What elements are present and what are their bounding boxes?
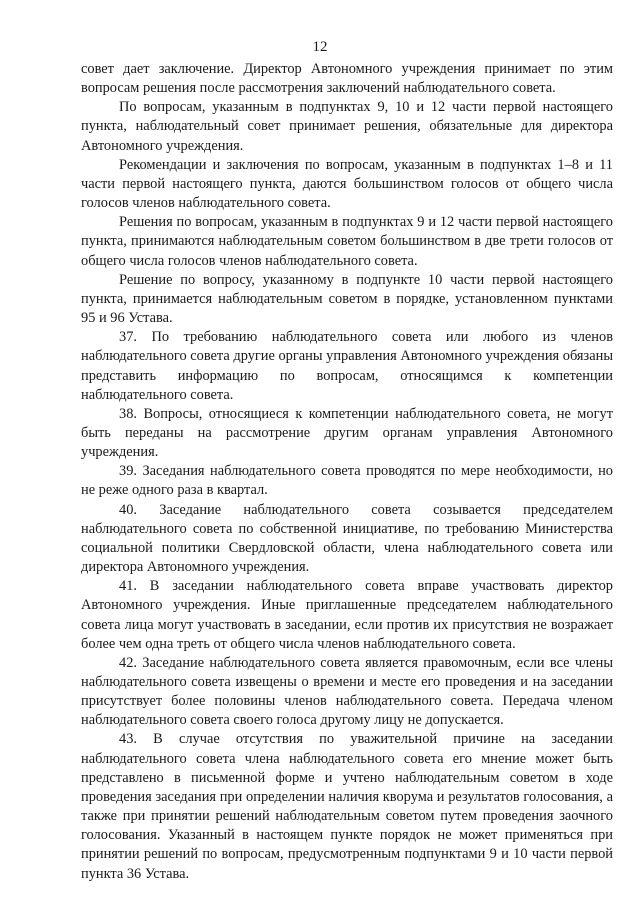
- paragraph-item-41: 41. В заседании наблюдательного совета вправе участвовать директор Автономного учреждения. Иные приглашенные председателем наблюдательного совета лица могут участвовать в заседании, если против их присутствия не возражает более чем одна треть от общего числа членов наблюдательного совета.: [81, 578, 613, 652]
- paragraph-binding-decisions: По вопросам, указанным в подпунктах 9, 10 и 12 части первой настоящего пункта, наблюдательный совет принимает решения, обязательные для директора Автономного учреждения.: [81, 99, 613, 154]
- document-body: [81, 60, 613, 884]
- paragraph-two-thirds-decisions: Решения по вопросам, указанным в подпунктах 9 и 12 части первой настоящего пункта, принимаются наблюдательным советом большинством в две трети голосов от общего числа голосов членов наблюдательного совета.: [81, 214, 613, 269]
- paragraph-item-37: 37. По требованию наблюдательного совета или любого из членов наблюдательного совета другие органы управления Автономного учреждения обязаны представить информацию по вопросам, относящимся к компетенции наблюдательного совета.: [81, 329, 613, 403]
- paragraph-subitem-10-procedure: Решение по вопросу, указанному в подпункте 10 части первой настоящего пункта, принимается наблюдательным советом в порядке, установленном пунктами 95 и 96 Устава.: [81, 271, 613, 327]
- paragraph-recommendations-majority: Рекомендации и заключения по вопросам, указанным в подпунктах 1–8 и 11 части первой настоящего пункта, даются большинством голосов от общего числа голосов членов наблюдательного совета.: [81, 156, 613, 212]
- paragraph-continuation: совет дает заключение. Директор Автономного учреждения принимает по этим вопросам решения после рассмотрения заключений наблюдательного совета.: [81, 61, 613, 97]
- paragraph-item-43: 43. В случае отсутствия по уважительной причине на заседании наблюдательного совета члена наблюдательного совета его мнение может быть представлено в письменной форме и учтено наблюдательным советом в ходе проведения заседания при определении наличия кворума и результатов голосования, а также при принятии решений наблюдательным советом путем проведения заочного голосования. Указанный в настоящем пункте порядок не может применяться при принятии решений по вопросам, предусмотренным подпунктами 9 и 10 части первой пункта 36 Устава.: [81, 731, 613, 882]
- paragraph-item-38: 38. Вопросы, относящиеся к компетенции наблюдательного совета, не могут быть переданы на рассмотрение другим органам управления Автономного учреждения.: [81, 405, 613, 461]
- paragraph-item-39: 39. Заседания наблюдательного совета проводятся по мере необходимости, но не реже одного раза в квартал.: [81, 463, 613, 499]
- paragraph-item-40: 40. Заседание наблюдательного совета созывается председателем наблюдательного совета по собственной инициативе, по требованию Министерства социальной политики Свердловской области, члена наблюдательного совета или директора Автономного учреждения.: [81, 501, 613, 576]
- page-number: 12: [312, 39, 328, 55]
- paragraph-item-42: 42. Заседание наблюдательного совета является правомочным, если все члены наблюдательного совета извещены о времени и месте его проведения и на заседании присутствует более половины членов наблюдательного совета. Передача членом наблюдательного совета своего голоса другому лицу не допускается.: [81, 654, 613, 729]
